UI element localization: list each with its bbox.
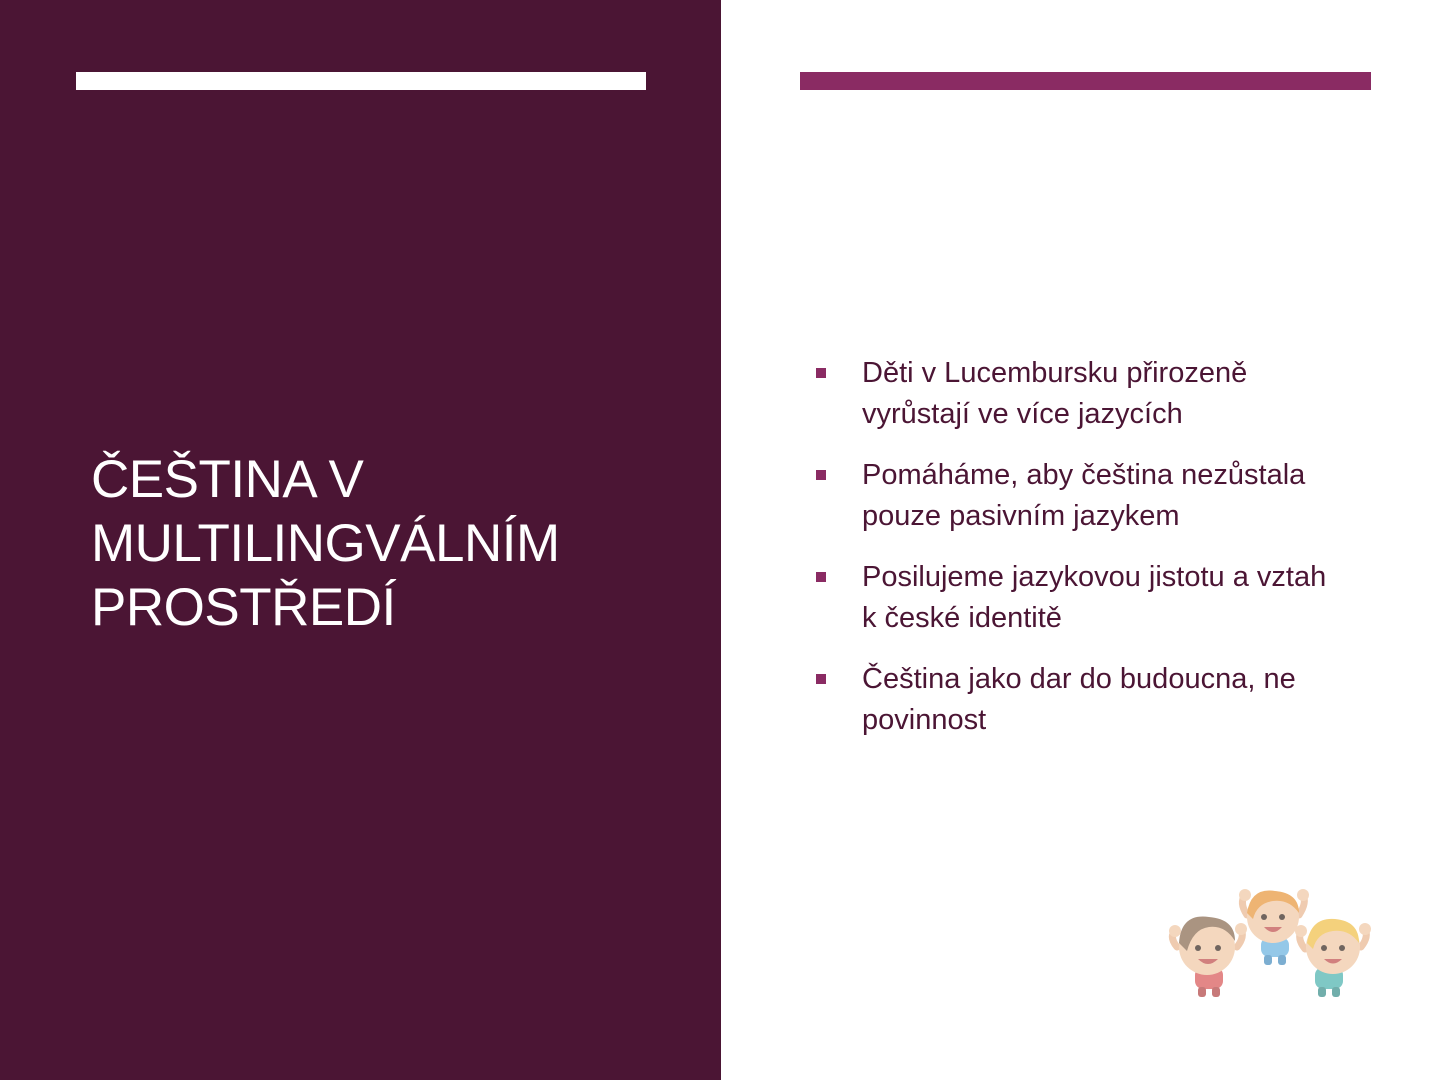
bullet-text: k české identitě — [862, 602, 1062, 634]
title-line: ČEŠTINA V — [91, 450, 364, 509]
accent-bar-right — [800, 72, 1371, 90]
child-left-figure — [1169, 917, 1247, 997]
square-bullet-icon — [816, 674, 826, 684]
square-bullet-icon — [816, 368, 826, 378]
bullet-text: Děti v Lucembursku přirozeně — [862, 357, 1248, 389]
bullet-list — [815, 353, 1375, 761]
bullet-text: Čeština jako dar do budoucna, ne — [862, 663, 1296, 695]
slide-title — [91, 448, 691, 640]
bullet-text: Pomáháme, aby čeština nezůstala — [862, 459, 1306, 491]
bullet-item — [815, 659, 1375, 741]
square-bullet-icon — [816, 470, 826, 480]
bullet-text: Posilujeme jazykovou jistotu a vztah — [862, 561, 1327, 593]
bullet-item — [815, 353, 1375, 435]
bullet-text: povinnost — [862, 704, 987, 736]
bullet-item — [815, 557, 1375, 639]
bullet-item — [815, 455, 1375, 537]
child-right-figure — [1295, 919, 1371, 997]
square-bullet-icon — [816, 572, 826, 582]
accent-bar-left — [76, 72, 646, 90]
three-children-cartoon-icon — [1165, 885, 1375, 1010]
title-line: PROSTŘEDÍ — [91, 578, 396, 637]
title-line: MULTILINGVÁLNÍM — [91, 514, 560, 573]
bullet-text: pouze pasivním jazykem — [862, 500, 1180, 532]
bullet-text: vyrůstají ve více jazycích — [862, 398, 1183, 430]
